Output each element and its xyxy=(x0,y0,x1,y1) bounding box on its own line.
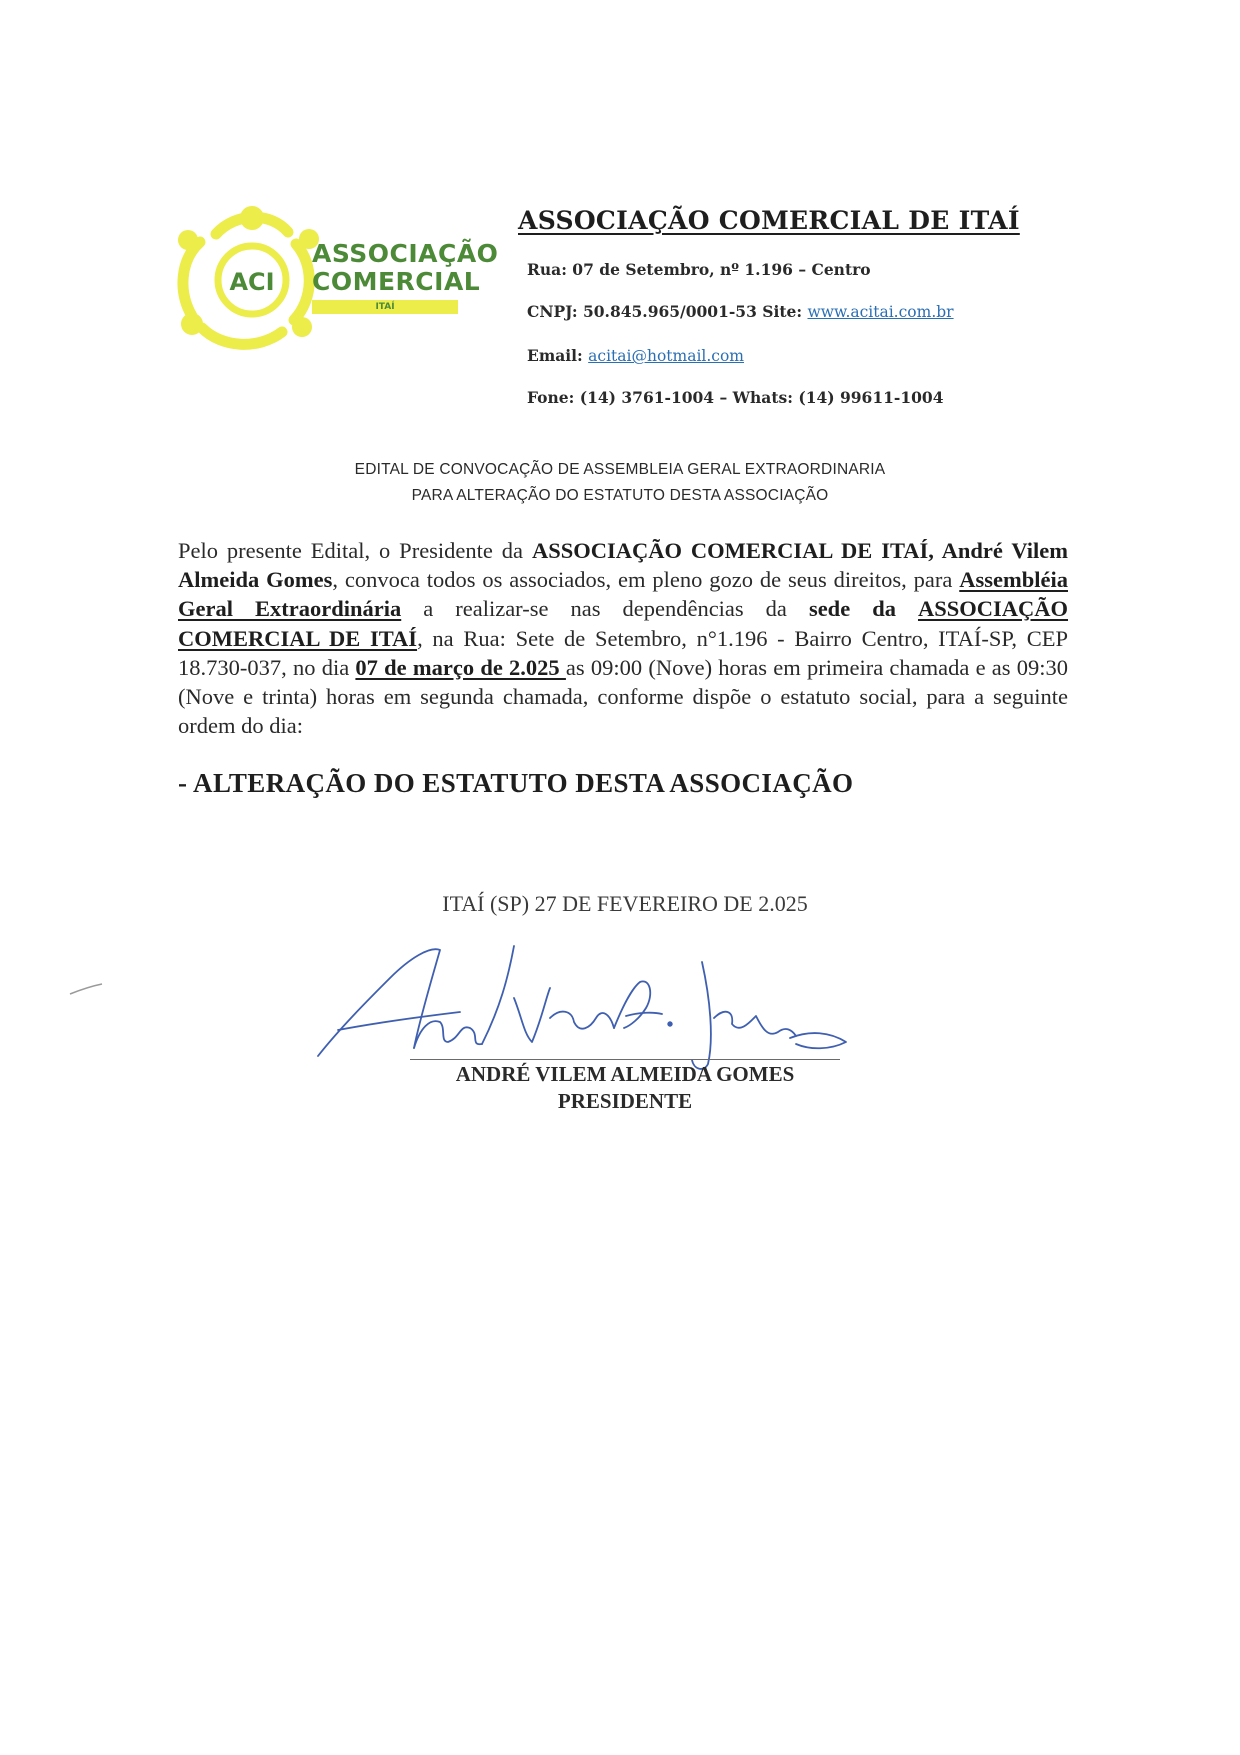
body-president-name: André Vilem Almeida Gomes xyxy=(178,538,1068,593)
email-link[interactable]: acitai@hotmail.com xyxy=(588,347,744,365)
body-org-name: ASSOCIAÇÃO COMERCIAL DE ITAÍ, xyxy=(531,538,934,563)
logo-wordmark xyxy=(312,239,499,296)
body-assembly: Assembléia Geral Extraordinária xyxy=(178,567,1068,622)
signer-name: ANDRÉ VILEM ALMEIDA GOMES xyxy=(455,1062,795,1086)
body-part-4: , na Rua: Sete de Setembro, n°1.196 - Bairro Centro, ITAÍ-SP, CEP 18.730-037, no dia xyxy=(178,625,1068,680)
letterhead-cnpj-site xyxy=(527,302,954,321)
edital-heading-line1: EDITAL DE CONVOCAÇÃO DE ASSEMBLEIA GERAL EXTRAORDINARIA xyxy=(354,461,886,478)
handwritten-signature xyxy=(310,938,850,1078)
letterhead-phone: Fone: (14) 3761-1004 – Whats: (14) 99611-1004 xyxy=(527,388,944,407)
convocation-paragraph xyxy=(178,536,1068,740)
edital-heading-line2: PARA ALTERAÇÃO DO ESTATUTO DESTA ASSOCIAÇÃO xyxy=(411,487,829,504)
body-part-2: , convoca todos os associados, em pleno gozo de seus direitos, para xyxy=(332,567,960,593)
agenda-item: - ALTERAÇÃO DO ESTATUTO DESTA ASSOCIAÇÃO xyxy=(178,768,854,798)
cnpj-label: CNPJ: 50.845.965/0001-53 Site: xyxy=(527,302,808,321)
body-part-3: a realizar-se nas dependências da xyxy=(401,596,809,622)
letterhead-address: Rua: 07 de Setembro, nº 1.196 – Centro xyxy=(527,260,871,279)
body-meeting-date: 07 de março de 2.025 xyxy=(355,654,566,680)
logo-badge: ACI xyxy=(229,268,275,296)
place-date: ITAÍ (SP) 27 DE FEVEREIRO DE 2.025 xyxy=(442,891,808,916)
site-link[interactable]: www.acitai.com.br xyxy=(807,303,954,321)
body-sede: sede da xyxy=(808,596,896,622)
body-part-5: as 09:00 (Nove) horas em primeira chamada e as 09:30 (Nove e trinta) horas em segunda chamada, conforme dispõe o estatuto social, para a seguinte ordem do dia: xyxy=(178,654,1069,739)
body-part-1: Pelo presente Edital, o Presidente da xyxy=(178,538,532,563)
scan-mark xyxy=(68,982,104,996)
signature-line xyxy=(410,1059,840,1060)
logo-name-line1: ASSOCIAÇÃO xyxy=(312,239,499,268)
logo-name-line2: COMERCIAL xyxy=(312,267,481,296)
letterhead-email xyxy=(527,346,744,365)
logo-city: ITAÍ xyxy=(375,302,395,312)
email-label: Email: xyxy=(527,346,589,365)
body-org-underlined: ASSOCIAÇÃO COMERCIAL DE ITAÍ xyxy=(178,596,1069,651)
logo-city-bar xyxy=(312,300,458,314)
letterhead-title: ASSOCIAÇÃO COMERCIAL DE ITAÍ xyxy=(518,206,1020,235)
signer-role: PRESIDENTE xyxy=(557,1089,693,1113)
